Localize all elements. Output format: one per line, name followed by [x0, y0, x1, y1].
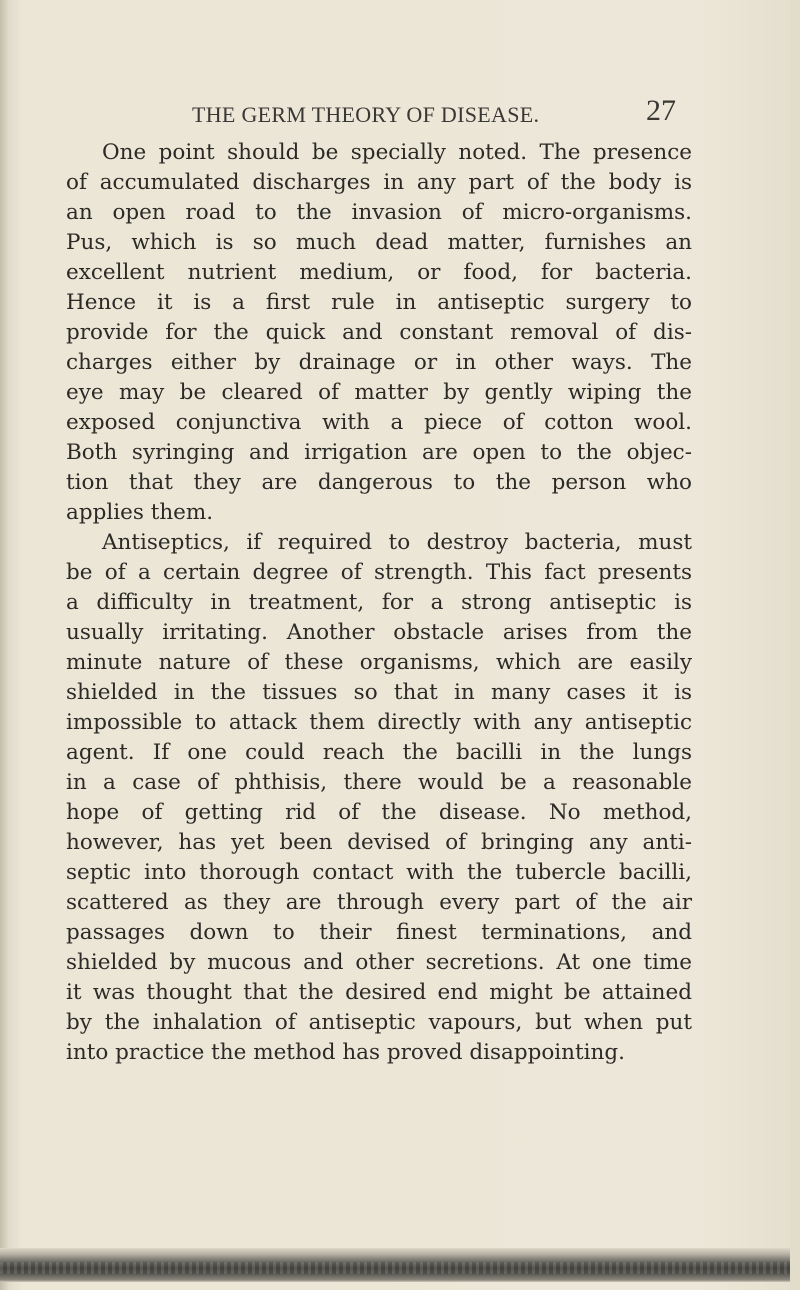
text-line: One point should be specially noted. The presence — [102, 140, 692, 165]
text-line: shielded by mucous and other secretions. At one time — [66, 950, 692, 975]
text-line: Both syringing and irrigation are open to the objec- — [66, 440, 692, 465]
text-line: it was thought that the desired end might be attained — [66, 980, 692, 1005]
text-line: into practice the method has proved disappointing. — [66, 1040, 625, 1065]
text-line: applies them. — [66, 500, 214, 525]
page-number: 27 — [646, 94, 676, 127]
text-line: shielded in the tissues so that in many cases it is — [66, 680, 692, 705]
text-line: usually irritating. Another obstacle arises from the — [66, 620, 692, 645]
text-line: be of a certain degree of strength. This fact presents — [66, 560, 692, 585]
text-line: exposed conjunctiva with a piece of cotton wool. — [66, 410, 692, 435]
text-line: a difficulty in treatment, for a strong antiseptic is — [66, 590, 692, 615]
text-line: eye may be cleared of matter by gently wiping the — [66, 380, 692, 405]
page-right-margin — [790, 0, 800, 1290]
text-line: in a case of phthisis, there would be a reasonable — [66, 770, 692, 795]
text-line: minute nature of these organisms, which are easily — [66, 650, 692, 675]
running-title: THE GERM THEORY OF DISEASE. — [192, 102, 540, 127]
page-gutter-shadow — [0, 0, 8, 1290]
body-text — [66, 138, 692, 1068]
text-line: however, has yet been devised of bringing any anti- — [66, 830, 692, 855]
text-line: impossible to attack them directly with any antiseptic — [66, 710, 692, 735]
text-line: tion that they are dangerous to the person who — [66, 470, 692, 495]
text-line: agent. If one could reach the bacilli in the lungs — [66, 740, 692, 765]
text-line: septic into thorough contact with the tubercle bacilli, — [66, 860, 692, 885]
text-line: by the inhalation of antiseptic vapours, but when put — [66, 1010, 692, 1035]
text-line: excellent nutrient medium, or food, for bacteria. — [66, 260, 692, 285]
text-line: charges either by drainage or in other ways. The — [66, 350, 692, 375]
text-line: Pus, which is so much dead matter, furnishes an — [66, 230, 692, 255]
text-line: passages down to their finest terminations, and — [66, 920, 692, 945]
text-line: hope of getting rid of the disease. No method, — [66, 800, 692, 825]
page-bottom-edge-texture — [0, 1262, 790, 1274]
text-line: Hence it is a first rule in antiseptic surgery to — [66, 290, 692, 315]
text-line: an open road to the invasion of micro-organisms. — [66, 200, 692, 225]
text-line: Antiseptics, if required to destroy bacteria, must — [102, 530, 692, 555]
page-header — [184, 96, 684, 136]
text-line: provide for the quick and constant removal of dis- — [66, 320, 692, 345]
text-line: of accumulated discharges in any part of the body is — [66, 170, 692, 195]
text-line: scattered as they are through every part of the air — [66, 890, 692, 915]
